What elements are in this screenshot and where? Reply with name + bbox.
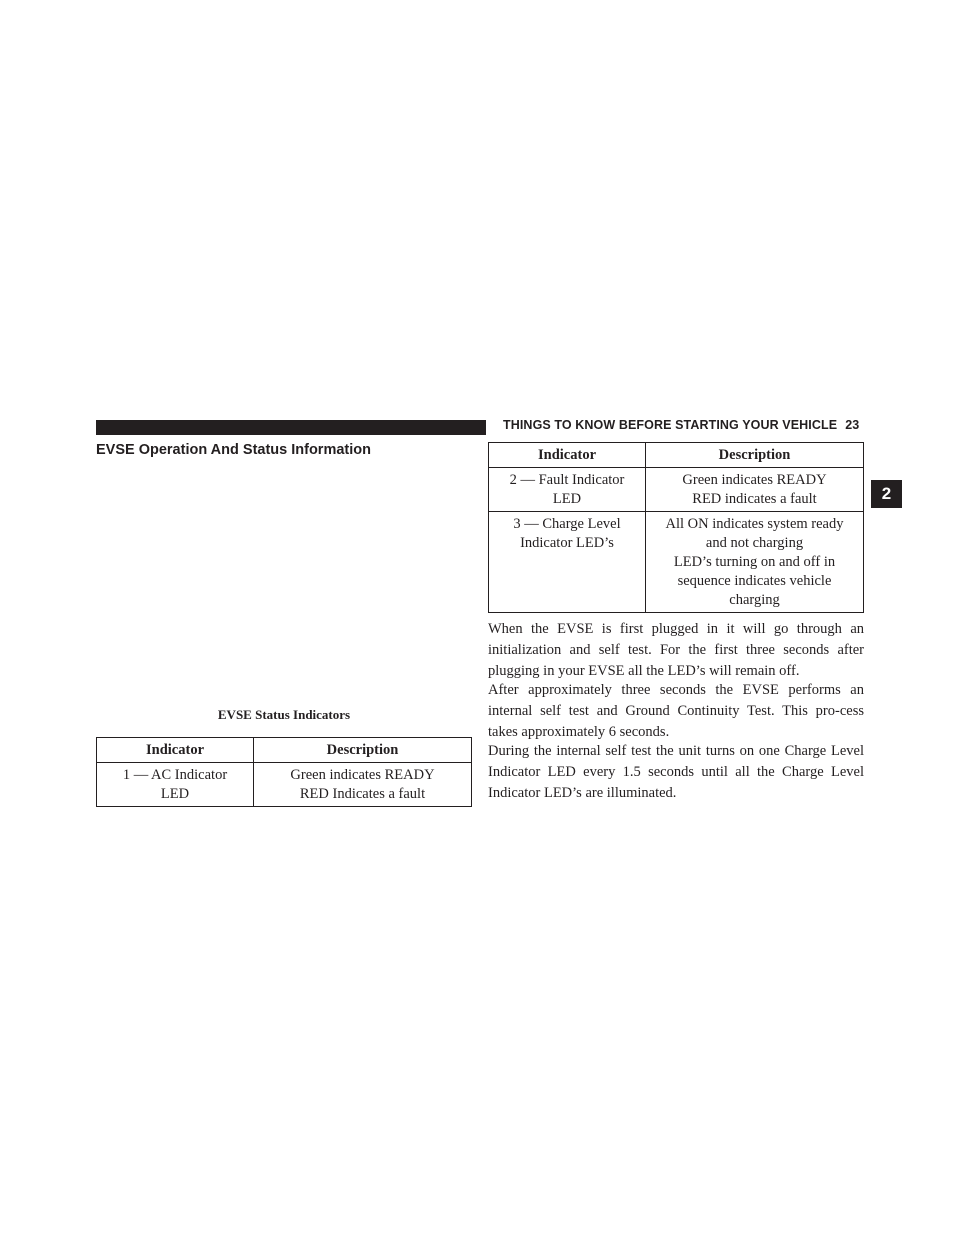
status-indicator-table-1 (96, 737, 472, 807)
cell-line: LED (160, 786, 190, 802)
table-header-row (489, 443, 864, 468)
column-header-description: Description (646, 443, 864, 468)
running-title: THINGS TO KNOW BEFORE STARTING YOUR VEHICLE (503, 418, 838, 432)
chapter-tab[interactable]: 2 (871, 480, 902, 508)
indicator-cell (489, 512, 646, 613)
body-paragraph: When the EVSE is first plugged in it will go through an initialization and self test. For the first three seconds after plugging in your EVSE all the LED’s will remain off. (488, 621, 864, 679)
column-header-indicator: Indicator (97, 738, 254, 763)
indicator-cell (97, 763, 254, 807)
page-number: 23 (845, 418, 860, 432)
cell-line: RED indicates a fault (692, 491, 817, 507)
description-cell (646, 468, 864, 512)
column-header-description: Description (254, 738, 472, 763)
cell-line: and not charging (705, 535, 804, 551)
table-header-row (97, 738, 472, 763)
cell-line: LED (552, 491, 582, 507)
cell-line: Green indicates READY (682, 472, 827, 488)
cell-line: charging (729, 592, 780, 608)
table-row (489, 512, 864, 613)
cell-line: Green indicates READY (290, 767, 435, 783)
description-cell (254, 763, 472, 807)
cell-line: Indicator LED’s (520, 535, 614, 551)
cell-line: 2 — Fault Indicator (509, 472, 625, 488)
status-indicator-table-2 (488, 442, 864, 613)
table-row (489, 468, 864, 512)
cell-line: RED Indicates a fault (299, 786, 426, 802)
description-cell (646, 512, 864, 613)
header-rule (96, 420, 486, 435)
indicator-cell (489, 468, 646, 512)
figure-caption: EVSE Status Indicators (217, 707, 351, 722)
section-title: EVSE Operation And Status Information (96, 442, 371, 458)
column-header-indicator: Indicator (489, 443, 646, 468)
cell-line: 3 — Charge Level (513, 516, 621, 532)
body-paragraph: During the internal self test the unit turns on one Charge Level Indicator LED every 1.5 seconds until all the Charge Level Indicator LED’s are illuminated. (488, 743, 864, 801)
cell-line: LED’s turning on and off in (673, 554, 836, 570)
body-paragraph: After approximately three seconds the EVSE performs an internal self test and Ground Continuity Test. This pro-cess takes approximately 6 seconds. (488, 682, 864, 740)
running-header (503, 418, 859, 432)
table-row (97, 763, 472, 807)
cell-line: 1 — AC Indicator (122, 767, 228, 783)
cell-line: All ON indicates system ready (665, 516, 844, 532)
cell-line: sequence indicates vehicle (677, 573, 832, 589)
